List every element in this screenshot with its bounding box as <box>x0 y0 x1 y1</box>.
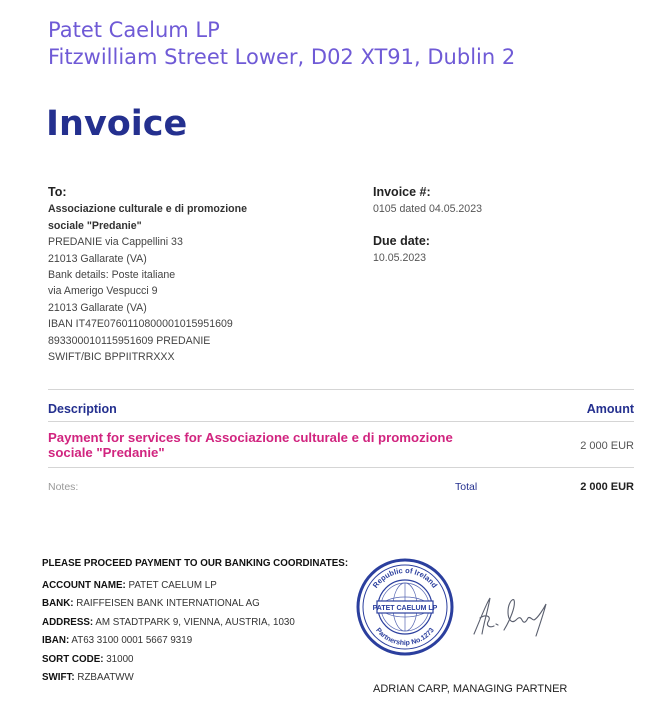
line-item-description: Payment for services for Associazione culturale e di promozione sociale "Predanie" <box>48 430 453 460</box>
recipient-line: SWIFT/BIC BPPIITRRXXX <box>48 351 175 364</box>
recipient-line: via Amerigo Vespucci 9 <box>48 285 158 298</box>
bank-row-key: ACCOUNT NAME: <box>42 579 126 591</box>
recipient-line: 893300010115951609 PREDANIE <box>48 334 211 347</box>
bank-row-value: RAIFFEISEN BANK INTERNATIONAL AG <box>73 598 260 609</box>
notes-label: Notes: <box>48 481 79 493</box>
recipient-line: Bank details: Poste italiane <box>48 269 176 282</box>
company-address: Fitzwilliam Street Lower, D02 XT91, Dublin 2 <box>48 45 516 69</box>
recipient-line: IBAN IT47E0760110800001015951609 <box>48 318 233 331</box>
invoice-meta <box>373 184 482 267</box>
signer-name: ADRIAN CARP, MANAGING PARTNER <box>373 683 568 695</box>
due-date-value: 10.05.2023 <box>373 252 427 265</box>
amount-header: Amount <box>586 402 634 416</box>
company-seal <box>355 557 455 657</box>
company-name: Patet Caelum LP <box>48 18 220 42</box>
bank-row-key: BANK: <box>42 598 74 609</box>
bank-row-key: IBAN: <box>42 635 70 646</box>
recipient-name-line1: Associazione culturale e di promozione <box>48 203 247 216</box>
table-top-rule <box>48 389 634 390</box>
bank-row-value: PATET CAELUM LP <box>125 579 217 591</box>
seal-top-text: Republic of Ireland <box>370 565 440 590</box>
recipient-block <box>48 184 308 365</box>
company-header <box>48 17 515 71</box>
invoice-title: Invoice <box>46 104 188 144</box>
bank-row-value: AT63 3100 0001 5667 9319 <box>69 635 193 646</box>
seal-center-text: PATET CAELUM LP <box>372 605 438 612</box>
bank-row <box>42 614 348 633</box>
bank-row <box>42 651 348 670</box>
total-label: Total <box>455 481 478 493</box>
invoice-number-value: 0105 dated 04.05.2023 <box>373 203 482 216</box>
bank-details <box>42 555 348 688</box>
recipient-name-line2: sociale "Predanie" <box>48 219 142 232</box>
table-item-rule <box>48 467 634 468</box>
bank-row-value: AM STADTPARK 9, VIENNA, AUSTRIA, 1030 <box>93 616 295 628</box>
bank-row-value: 31000 <box>103 653 134 665</box>
bank-row <box>42 595 348 614</box>
recipient-line: PREDANIE via Cappellini 33 <box>48 236 183 249</box>
bank-row <box>42 577 348 596</box>
total-value: 2 000 EUR <box>580 481 634 493</box>
seal-bottom-text: Partnership No.1273 <box>374 626 436 648</box>
invoice-number-label: Invoice #: <box>373 185 431 199</box>
line-item-amount: 2 000 EUR <box>580 440 634 452</box>
bank-row-value: RZBAATWW <box>74 672 134 683</box>
bank-row <box>42 669 348 688</box>
table-header-rule <box>48 421 634 422</box>
bank-row-key: SORT CODE: <box>42 653 104 665</box>
bank-row-key: SWIFT: <box>42 672 75 683</box>
due-date-label: Due date: <box>373 233 430 248</box>
bank-row <box>42 632 348 651</box>
bank-row-key: ADDRESS: <box>42 616 94 628</box>
recipient-line: 21013 Gallarate (VA) <box>48 252 147 265</box>
description-header: Description <box>48 402 117 416</box>
recipient-line: 21013 Gallarate (VA) <box>48 301 147 314</box>
signature <box>466 590 556 640</box>
bank-heading: PLEASE PROCEED PAYMENT TO OUR BANKING COORDINATES: <box>42 558 349 569</box>
to-label: To: <box>48 185 67 199</box>
